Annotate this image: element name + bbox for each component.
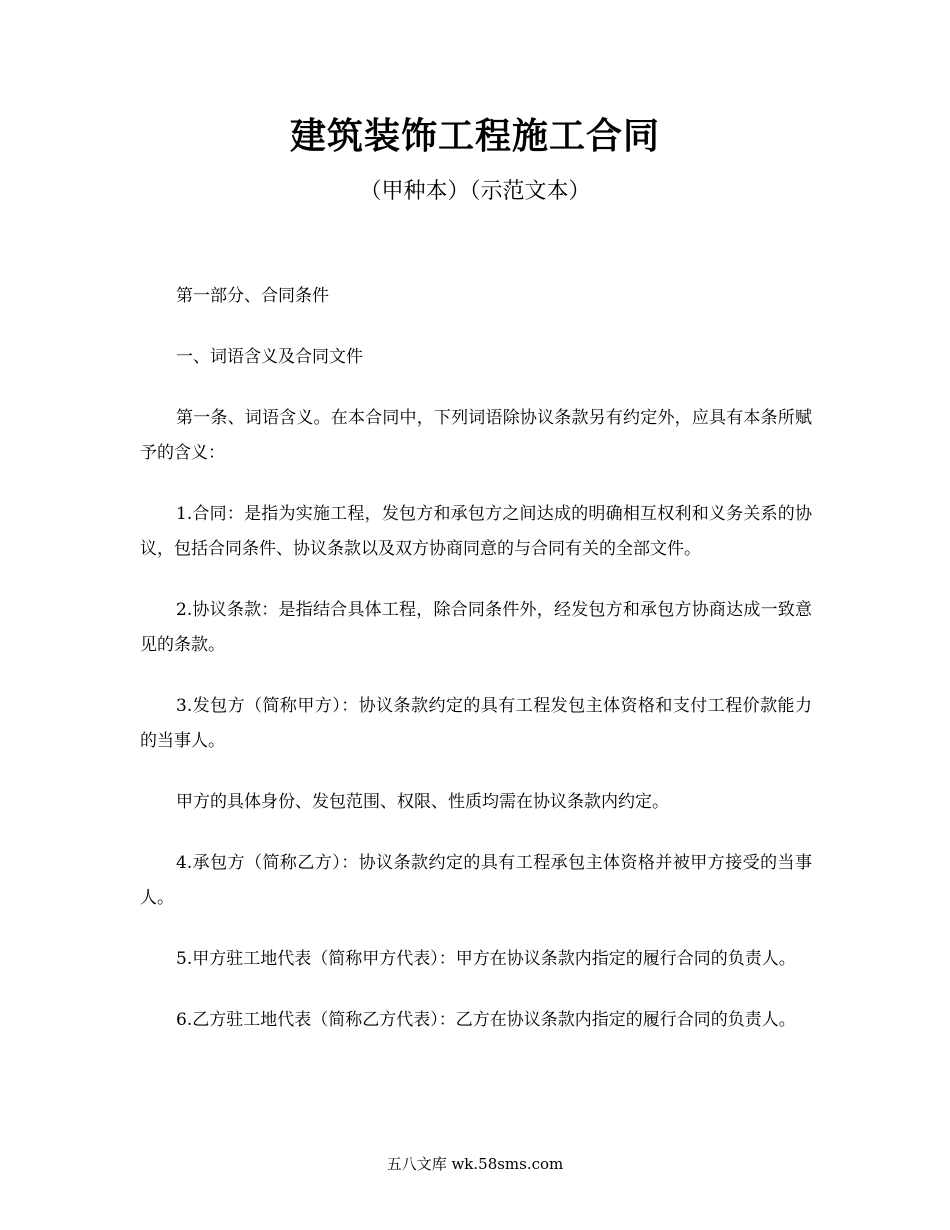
document-body [140,279,812,1064]
clause-paragraph: 5.甲方驻工地代表（简称甲方代表）：甲方在协议条款内指定的履行合同的负责人。 [176,949,796,969]
page-title: 建筑装饰工程施工合同 [289,116,660,157]
clause-paragraph: 2.协议条款：是指结合具体工程，除合同条件外，经发包方和承包方协商达成一致意见的条款。 [140,600,812,655]
page-footer: 五八文库 wk.58sms.com [386,1155,564,1173]
chapter-heading: 一、词语含义及合同文件 [176,347,363,367]
article-paragraph: 第一条、词语含义。在本合同中，下列词语除协议条款另有约定外，应具有本条所赋予的含义： [140,408,812,463]
clause-paragraph: 6.乙方驻工地代表（简称乙方代表）：乙方在协议条款内指定的履行合同的负责人。 [176,1010,796,1030]
clause-paragraph: 1.合同：是指为实施工程，发包方和承包方之间达成的明确相互权利和义务关系的协议，包括合同条件、协议条款以及双方协商同意的与合同有关的全部文件。 [140,504,812,559]
clause-paragraph: 4.承包方（简称乙方）：协议条款约定的具有工程承包主体资格并被甲方接受的当事人。 [140,853,812,908]
page-subtitle: （甲种本）（示范文本） [359,179,591,204]
section-heading: 第一部分、合同条件 [176,286,329,306]
clause-paragraph: 3.发包方（简称甲方）：协议条款约定的具有工程发包主体资格和支付工程价款能力的当事人。 [140,696,812,751]
clause-paragraph: 甲方的具体身份、发包范围、权限、性质均需在协议条款内约定。 [176,792,669,812]
